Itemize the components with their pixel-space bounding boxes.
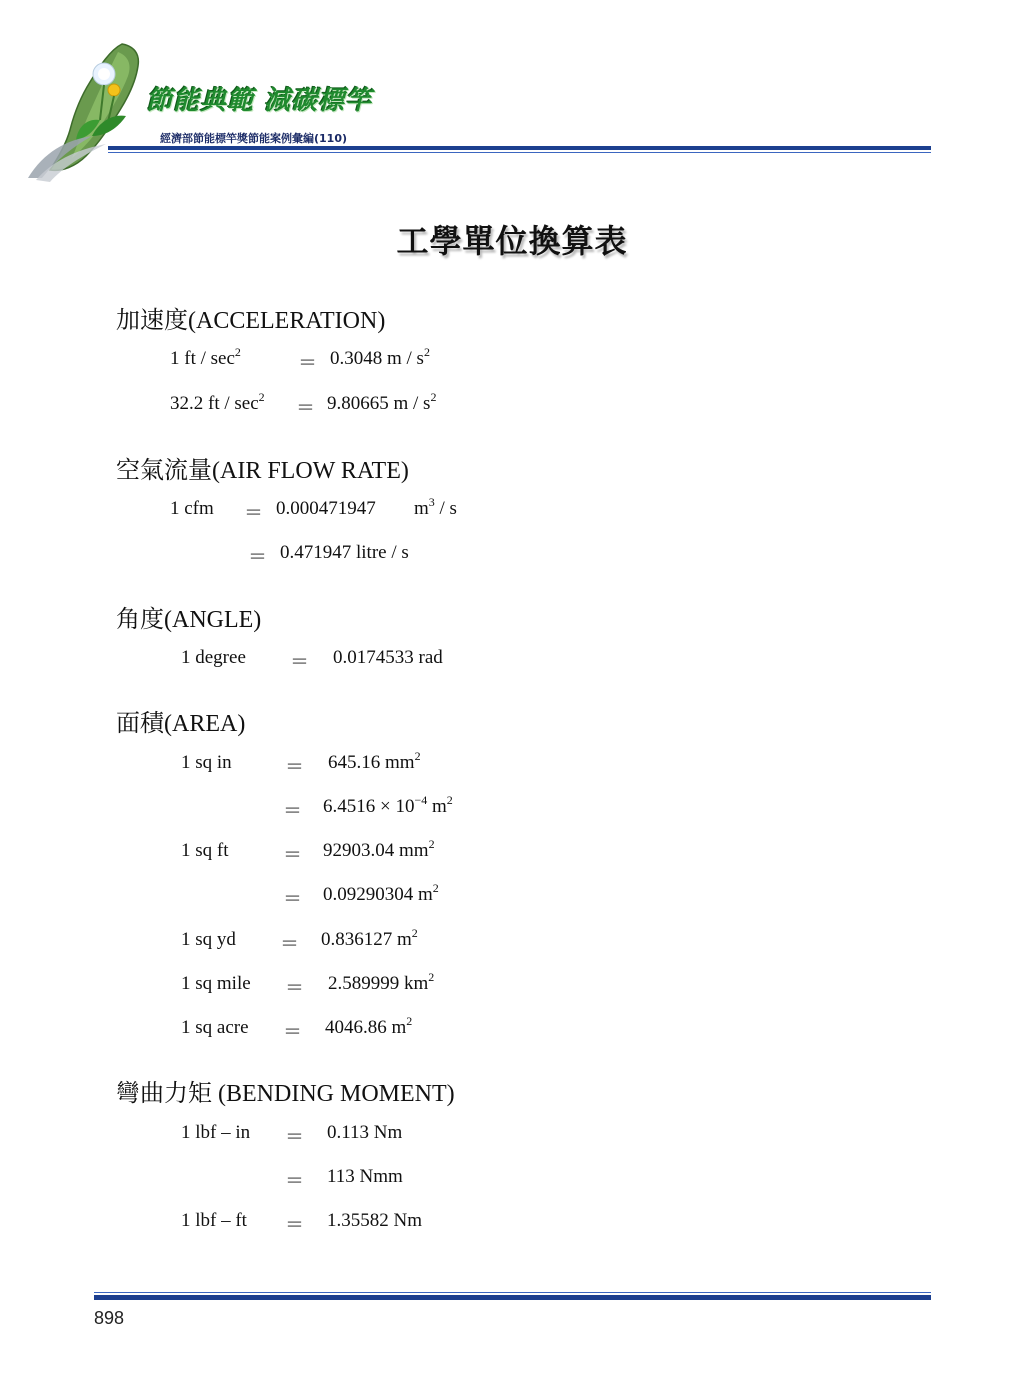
row-equals: ＝ <box>283 845 303 866</box>
row-equals: ＝ <box>296 398 316 419</box>
section-heading-area: 面積(AREA) <box>116 711 246 737</box>
row-rhs: 0.471947 litre / s <box>280 542 409 563</box>
row-rhs: 645.16 $mm^2$ <box>328 749 421 773</box>
row-equals: ＝ <box>285 1215 305 1236</box>
row-lhs: 32.2 ft / $\sec^2$ <box>170 390 265 414</box>
header-rule-thin <box>108 152 931 153</box>
row-rhs: $6.4516 \times 10^{-4}$ $m^2$ <box>323 793 453 817</box>
row-equals: ＝ <box>280 934 300 955</box>
row-equals: ＝ <box>285 978 305 999</box>
row-rhs: 92903.04 $mm^2$ <box>323 837 435 861</box>
row-rhs: 0.113 Nm <box>327 1122 403 1143</box>
row-rhs: 0.0174533 rad <box>333 647 443 668</box>
row-equals: ＝ <box>285 1171 305 1192</box>
brand-title: 節能典範 減碳標竿 <box>146 86 373 116</box>
row-equals: ＝ <box>285 757 305 778</box>
row-lhs: 1 sq ft <box>181 840 229 861</box>
row-lhs: 1 sq yd <box>181 929 236 950</box>
header-rule-thick <box>108 146 931 150</box>
row-rhs-unit: $m^3$ / s <box>414 495 457 519</box>
row-rhs: 0.3048 m / $s^2$ <box>330 345 430 369</box>
row-lhs: 1 degree <box>181 647 246 668</box>
section-heading-angle: 角度(ANGLE) <box>116 607 262 633</box>
section-heading-acceleration: 加速度(ACCELERATION) <box>116 308 386 334</box>
row-lhs: 1 lbf – in <box>181 1122 251 1143</box>
row-rhs: 0.836127 $m^2$ <box>321 926 418 950</box>
row-equals: ＝ <box>283 801 303 822</box>
row-rhs: 1.35582 Nm <box>327 1210 422 1231</box>
header-rule <box>108 146 931 154</box>
row-rhs: 0.09290304 $m^2$ <box>323 881 439 905</box>
row-lhs: 1 ft / $\sec^2$ <box>170 345 241 369</box>
page-number: 898 <box>94 1308 125 1328</box>
footer-rule-thick <box>94 1295 931 1300</box>
row-rhs: 0.000471947 <box>276 498 376 519</box>
row-lhs: 1 sq mile <box>181 973 251 994</box>
row-rhs: 4046.86 $m^2$ <box>325 1014 413 1038</box>
row-rhs: 2.589999 $km^2$ <box>328 970 435 994</box>
row-lhs: 1 lbf – ft <box>181 1210 247 1231</box>
row-equals: ＝ <box>298 353 318 374</box>
brand-subtitle: 經濟部節能標竿獎節能案例彙編(110) <box>160 132 348 145</box>
row-rhs: 9.80665 m / $s^2$ <box>327 390 437 414</box>
footer-rule <box>94 1292 931 1301</box>
row-equals: ＝ <box>283 889 303 910</box>
row-equals: ＝ <box>248 547 268 568</box>
page-title: 工學單位換算表 <box>396 222 628 260</box>
row-lhs: 1 cfm <box>170 498 214 519</box>
row-lhs: 1 sq in <box>181 752 232 773</box>
row-rhs: 113 Nmm <box>327 1166 403 1187</box>
footer-rule-thin <box>94 1292 931 1293</box>
row-equals: ＝ <box>283 1022 303 1043</box>
row-equals: ＝ <box>244 503 264 524</box>
row-equals: ＝ <box>285 1127 305 1148</box>
section-heading-air-flow: 空氣流量(AIR FLOW RATE) <box>116 458 409 484</box>
row-equals: ＝ <box>290 652 310 673</box>
row-lhs: 1 sq acre <box>181 1017 249 1038</box>
section-heading-bending-moment: 彎曲力矩 (BENDING MOMENT) <box>116 1081 455 1107</box>
